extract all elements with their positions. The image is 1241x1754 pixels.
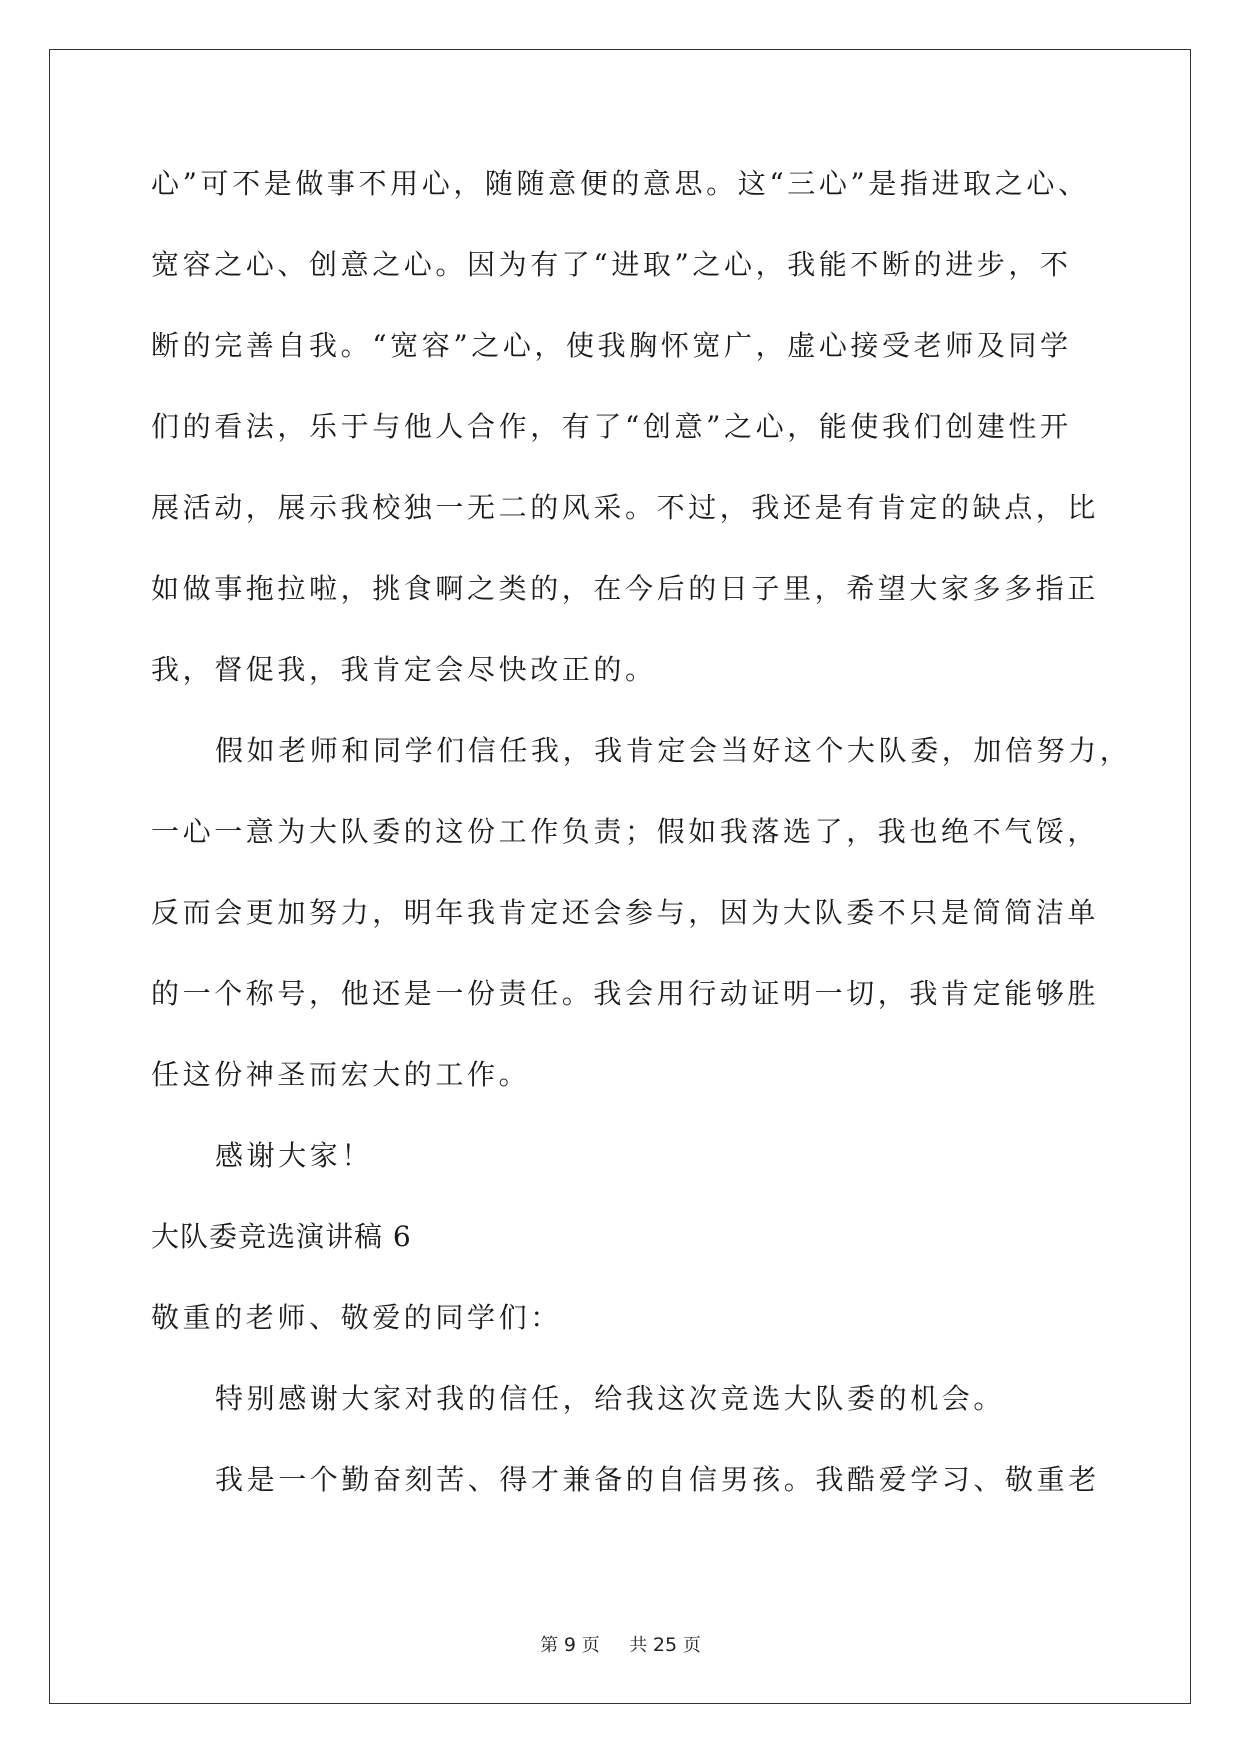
page-number: 9: [563, 1634, 576, 1656]
document-body: [151, 164, 1132, 1541]
closing-thanks: 感谢大家！: [215, 1139, 374, 1172]
section-heading: 大队委竞选演讲稿 6: [151, 1220, 412, 1253]
total-pages: 25: [652, 1634, 678, 1656]
paragraph-line: 心”可不是做事不用心，随随意便的意思。这“三心”是指进取之心、: [151, 167, 1090, 200]
total-prefix: 共: [629, 1635, 648, 1656]
paragraph-line: 宽容之心、创意之心。因为有了“进取”之心，我能不断的进步，不: [151, 248, 1072, 281]
paragraph-line: 展活动，展示我校独一无二的风采。不过，我还是有肯定的缺点，比: [151, 491, 1100, 524]
paragraph-line: 断的完善自我。“宽容”之心，使我胸怀宽广，虚心接受老师及同学: [151, 329, 1072, 362]
paragraph-line: 任这份神圣而宏大的工作。: [151, 1058, 531, 1091]
paragraph-line: 的一个称号，他还是一份责任。我会用行动证明一切，我肯定能够胜: [151, 977, 1100, 1010]
salutation: 敬重的老师、敬爱的同学们：: [151, 1301, 562, 1334]
page-footer: [0, 1631, 1241, 1657]
paragraph-line: 们的看法，乐于与他人合作，有了“创意”之心，能使我们创建性开: [151, 410, 1072, 443]
page-suffix: 页: [581, 1635, 600, 1656]
paragraph-line: 我，督促我，我肯定会尽快改正的。: [151, 653, 657, 686]
total-suffix: 页: [682, 1635, 701, 1656]
paragraph-line: 如做事拖拉啦，挑食啊之类的，在今后的日子里，希望大家多多指正: [151, 572, 1100, 605]
page-prefix: 第: [540, 1635, 559, 1656]
paragraph-line: 假如老师和同学们信任我，我肯定会当好这个大队委，加倍努力，: [215, 734, 1132, 767]
paragraph-line: 特别感谢大家对我的信任，给我这次竞选大队委的机会。: [215, 1382, 1006, 1415]
paragraph-line: 我是一个勤奋刻苦、得才兼备的自信男孩。我酷爱学习、敬重老: [215, 1463, 1100, 1496]
paragraph-line: 一心一意为大队委的这份工作负责；假如我落选了，我也绝不气馁，: [151, 815, 1100, 848]
paragraph-line: 反而会更加努力，明年我肯定还会参与，因为大队委不只是简简洁单: [151, 896, 1100, 929]
